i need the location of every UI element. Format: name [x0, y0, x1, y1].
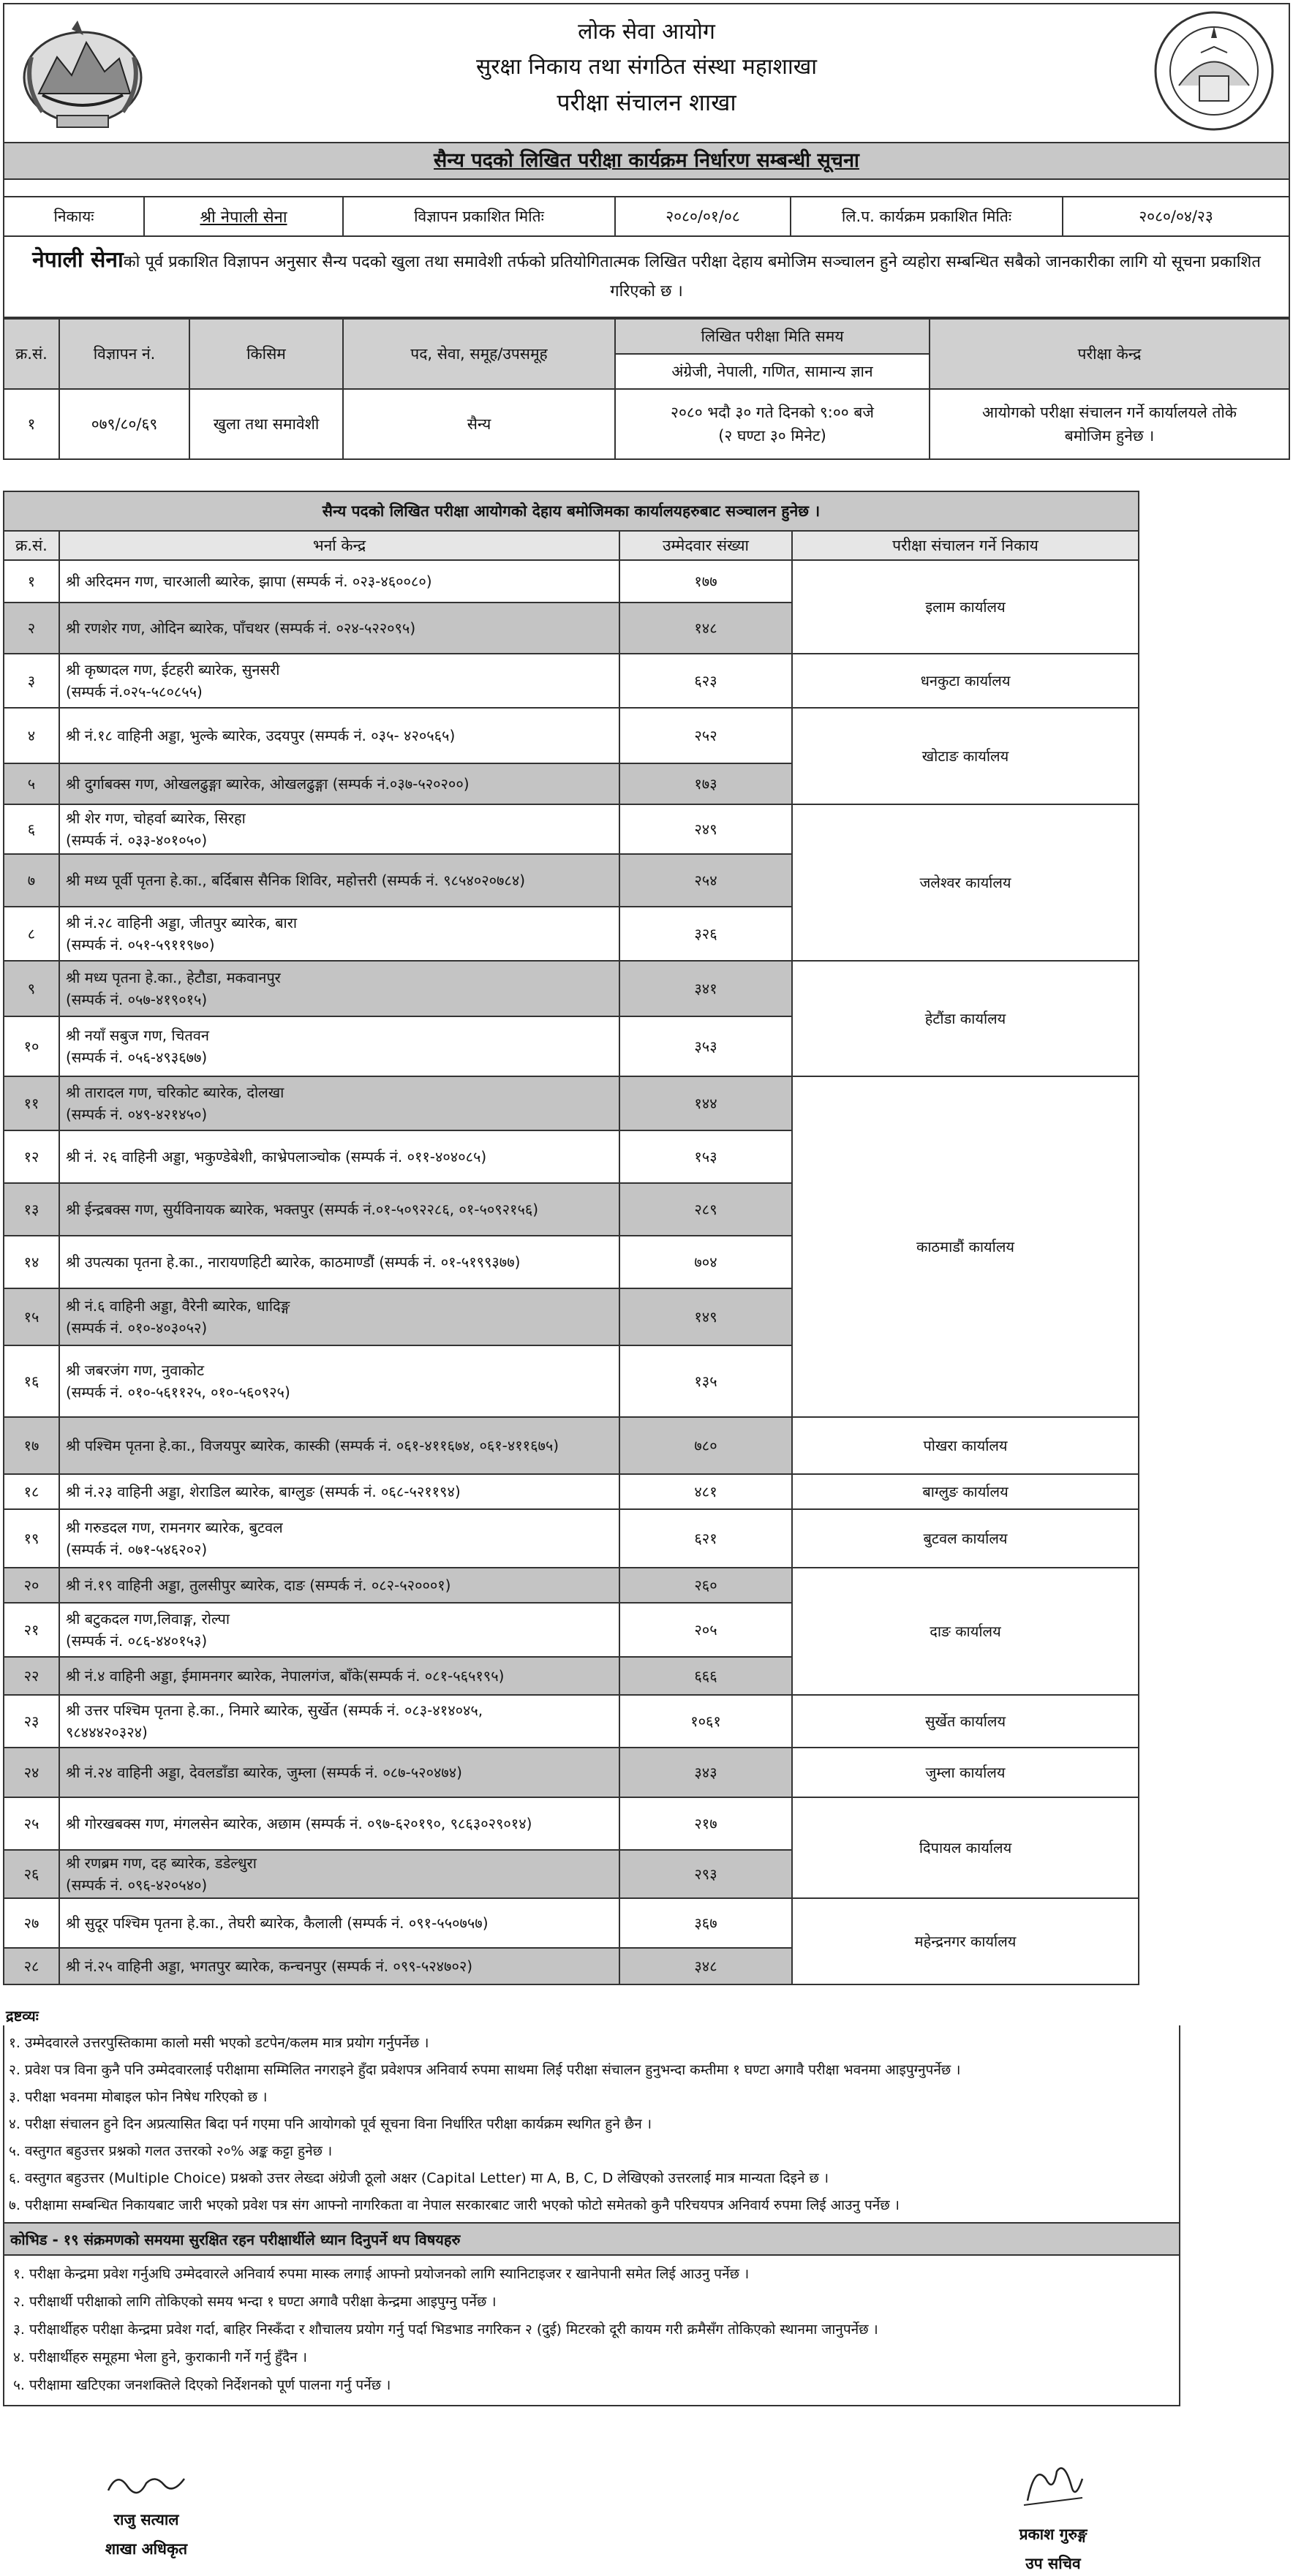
- center-name-line1: श्री नं.१८ वाहिनी अड्डा, भुल्के ब्यारेक, उदयपुर (सम्पर्क नं. ०३५- ४२०५६५): [66, 727, 456, 744]
- center-sn: १७: [4, 1417, 59, 1474]
- center-name-line1: श्री नं.१९ वाहिनी अड्डा, तुलसीपुर ब्यारेक, दाङ (सम्पर्क नं. ०८२-५२०००१): [66, 1576, 451, 1594]
- center-name-line2: (सम्पर्क नं. ०५७-४१९०१५): [66, 991, 208, 1008]
- exam-office: हेटौंडा कार्यालय: [792, 961, 1139, 1076]
- exam-center: [930, 389, 1289, 459]
- col-center-name: भर्ना केन्द्र: [59, 531, 619, 560]
- exam-row: [4, 389, 1289, 459]
- candidate-count: २१७: [619, 1797, 792, 1850]
- center-name-line1: श्री नं.६ वाहिनी अड्डा, वैरेनी ब्यारेक, धादिङ्ग: [66, 1297, 290, 1315]
- center-sn: १२: [4, 1130, 59, 1183]
- exam-office: बाग्लुङ कार्यालय: [792, 1474, 1139, 1509]
- center-row: [4, 1509, 1139, 1568]
- center-sn: २४: [4, 1748, 59, 1797]
- header-section: परीक्षा संचालन शाखा: [557, 88, 736, 116]
- candidate-count: २५४: [619, 854, 792, 907]
- covid-item: ३. परीक्षार्थीहरु परीक्षा केन्द्रमा प्रवेश गर्दा, बाहिर निस्कँदा र शौचालय प्रयोग गर्नु पर्दा भिडभाड नगरिकन २ (दुई) मिटरको दूरी कायम गरी क्रमैसँग तोकिएको स्थानमा जानुपर्नेछ ।: [13, 2322, 878, 2338]
- note-item: ६. वस्तुगत बहुउत्तर (Multiple Choice) प्रश्नको उत्तर लेख्दा अंग्रेजी ठूलो अक्षर (Capital Letter) मा A, B, C, D लेखिएको उत्तरलाई मात्र मान्यता दिइने छ ।: [9, 2170, 829, 2186]
- center-sn: १५: [4, 1288, 59, 1345]
- center-row: [4, 1417, 1139, 1474]
- center-name: [59, 1417, 619, 1474]
- center-sn: ८: [4, 907, 59, 961]
- ad-date-value: २०८०/०१/०८: [615, 197, 791, 236]
- center-row: [4, 1695, 1139, 1748]
- center-row: [4, 1898, 1139, 1948]
- center-name-line2: (सम्पर्क नं.०२५-५८०८५५): [66, 683, 203, 700]
- note-item: १. उम्मेदवारले उत्तरपुस्तिकामा कालो मसी भएको डटपेन/कलम मात्र प्रयोग गर्नुपर्नेछ ।: [9, 2035, 429, 2051]
- center-name-line1: श्री नं.२८ वाहिनी अड्डा, जीतपुर ब्यारेक, बारा: [66, 914, 298, 932]
- center-name: [59, 1509, 619, 1568]
- center-name-line1: श्री नयाँ सबुज गण, चितवन: [66, 1027, 210, 1044]
- center-name: [59, 1236, 619, 1288]
- center-name-line1: श्री नं.४ वाहिनी अड्डा, ईमामनगर ब्यारेक, नेपालगंज, बाँके(सम्पर्क नं. ०८१-५६५१९५): [66, 1667, 505, 1685]
- center-name: [59, 1748, 619, 1797]
- exam-office: पोखरा कार्यालय: [792, 1417, 1139, 1474]
- candidate-count: १५३: [619, 1130, 792, 1183]
- candidate-count: ६२१: [619, 1509, 792, 1568]
- center-name-line1: श्री नं.२४ वाहिनी अड्डा, देवलडाँडा ब्यारेक, जुम्ला (सम्पर्क नं. ०८७-५२०४७४): [66, 1764, 462, 1781]
- notice-bold-org: नेपाली सेना: [32, 247, 124, 273]
- center-name: [59, 907, 619, 961]
- exam-office: बुटवल कार्यालय: [792, 1509, 1139, 1568]
- col-sn: क्र.सं.: [4, 319, 59, 389]
- candidate-count: १३५: [619, 1345, 792, 1417]
- candidate-count: ३४८: [619, 1948, 792, 1984]
- center-sn: ५: [4, 763, 59, 804]
- exam-office: दिपायल कार्यालय: [792, 1797, 1139, 1898]
- note-item: ४. परीक्षा संचालन हुने दिन अप्रत्यासित बिदा पर्न गएमा पनि आयोगको पूर्व सूचना विना निर्धारित परीक्षा कार्यक्रम स्थगित हुने छैन ।: [9, 2116, 652, 2132]
- right-signer-name: प्रकाश गुरुङ्ग: [1019, 2526, 1087, 2543]
- center-row: [4, 1797, 1139, 1850]
- exam-center-line2: बमोजिम हुनेछ ।: [1064, 427, 1155, 445]
- center-sn: ११: [4, 1076, 59, 1130]
- exam-date-time: [615, 389, 930, 459]
- center-name-line1: श्री उपत्यका पृतना हे.का., नारायणहिटी ब्यारेक, काठमाण्डौं (सम्पर्क नं. ०१-५१९९३७७): [66, 1253, 521, 1271]
- center-name: [59, 1657, 619, 1695]
- col-ad-no: विज्ञापन नं.: [59, 319, 189, 389]
- center-name-line1: श्री कृष्णदल गण, ईटहरी ब्यारेक, सुनसरी: [66, 661, 280, 679]
- center-name-line1: श्री बटुकदल गण,लिवाङ्ग, रोल्पा: [66, 1610, 230, 1628]
- candidate-count: ३२६: [619, 907, 792, 961]
- candidate-count: ६२३: [619, 654, 792, 708]
- candidate-count: १४८: [619, 603, 792, 654]
- center-name-line2: (सम्पर्क नं. ०७१-५४६२०२): [66, 1541, 208, 1558]
- candidate-count: १४९: [619, 1288, 792, 1345]
- center-name: [59, 1898, 619, 1948]
- center-row: [4, 804, 1139, 854]
- note-item: २. प्रवेश पत्र विना कुनै पनि उम्मेदवारलाई परीक्षामा सम्मिलित नगराइने हुँदा प्रवेशपत्र अनिवार्य रुपमा साथमा लिई परीक्षा संचालन हुनुभन्दा कम्तीमा १ घण्टा अगावै परीक्षा भवनमा आइपुग्नुपर्नेछ ।: [9, 2062, 961, 2078]
- center-name-line1: श्री रणशेर गण, ओदिन ब्यारेक, पाँचथर (सम्पर्क नं. ०२४-५२२०९५): [66, 619, 416, 637]
- exam-office: महेन्द्रनगर कार्यालय: [792, 1898, 1139, 1984]
- notes-heading: द्रष्टव्यः: [6, 2007, 39, 2025]
- covid-item: १. परीक्षा केन्द्रमा प्रवेश गर्नुअघि उम्मेदवारले अनिवार्य रुपमा मास्क लगाई आफ्नो प्रयोजनको लागि स्यानिटाइजर र खानेपानी समेत लिई आउनु पर्नेछ ।: [13, 2266, 750, 2282]
- center-name-line1: श्री पश्चिम पृतना हे.का., विजयपुर ब्यारेक, कास्की (सम्पर्क नं. ०६१-४११६७४, ०६१-४११६७५): [66, 1437, 559, 1454]
- center-sn: १: [4, 560, 59, 603]
- exam-type: खुला तथा समावेशी: [189, 389, 343, 459]
- center-sn: ३: [4, 654, 59, 708]
- center-name-line1: श्री सुदूर पश्चिम पृतना हे.का., तेघरी ब्यारेक, कैलाली (सम्पर्क नं. ०९१-५५०७५७): [66, 1914, 489, 1932]
- center-name-line1: श्री तारादल गण, चरिकोट ब्यारेक, दोलखा: [66, 1084, 284, 1101]
- notice-text: को पूर्व प्रकाशित विज्ञापन अनुसार सैन्य पदको खुला तथा समावेशी तर्फको प्रतियोगितात्मक लिखित परीक्षा देहाय बमोजिम सञ्चालन हुने व्यहोरा सम्बन्धित सबैको जानकारीका लागि यो सूचना प्रकाशित गरिएको छ ।: [123, 253, 1261, 301]
- left-signer-name: राजु सत्याल: [113, 2511, 179, 2528]
- candidate-count: ३४१: [619, 961, 792, 1016]
- center-sn: १०: [4, 1016, 59, 1076]
- left-signature-block: [80, 2464, 212, 2564]
- org-label: निकायः: [4, 197, 144, 236]
- center-name-line2: ९८४४४२०३२४): [66, 1723, 148, 1741]
- exam-office: सुर्खेत कार्यालय: [792, 1695, 1139, 1748]
- covid-heading: कोभिड - १९ संक्रमणको समयमा सुरक्षित रहन परीक्षार्थीले ध्यान दिनुपर्ने थप विषयहरु: [4, 2224, 1179, 2256]
- center-name-line1: श्री गरुडदल गण, रामनगर ब्यारेक, बुटवल: [66, 1519, 283, 1536]
- col-post: पद, सेवा, समूह/उपसमूह: [343, 319, 615, 389]
- note-item: ७. परीक्षामा सम्बन्धित निकायबाट जारी भएको प्रवेश पत्र संग आफ्नो नागरिकता वा नेपाल सरकारबाट जारी भएको फोटो समेतको कुनै परिचयपत्र अनिवार्य रुपमा लिई आउनु पर्नेछ ।: [9, 2197, 900, 2213]
- exam-date-line2: (२ घण्टा ३० मिनेट): [718, 427, 826, 445]
- center-name: [59, 1130, 619, 1183]
- col-center: परीक्षा केन्द्र: [930, 319, 1289, 389]
- center-name-line1: श्री मध्य पृतना हे.का., हेटौडा, मकवानपुर: [66, 969, 281, 986]
- center-name-line2: (सम्पर्क नं. ०४९-४२१४५०): [66, 1106, 208, 1123]
- center-sn: २५: [4, 1797, 59, 1850]
- center-name: [59, 763, 619, 804]
- candidate-count: २४९: [619, 804, 792, 854]
- left-signature-mark: [102, 2464, 190, 2501]
- center-name: [59, 1603, 619, 1657]
- exam-office: जुम्ला कार्यालय: [792, 1748, 1139, 1797]
- center-sn: २७: [4, 1898, 59, 1948]
- covid-item: २. परीक्षार्थी परीक्षाको लागि तोकिएको समय भन्दा १ घण्टा अगावै परीक्षा केन्द्रमा आइपुग्नु पर्नेछ ।: [13, 2294, 497, 2310]
- right-signature-block: [980, 2457, 1126, 2576]
- exam-date-line1: २०८० भदौ ३० गते दिनको ९:०० बजे: [671, 404, 874, 421]
- center-name-line2: (सम्पर्क नं. ०१०-४०३०५२): [66, 1319, 208, 1337]
- exam-office: काठमाडौं कार्यालय: [792, 1076, 1139, 1417]
- center-name: [59, 1695, 619, 1748]
- exam-centers-table: [3, 491, 1139, 1985]
- notes-list: [3, 2025, 1180, 2224]
- center-name-line2: (सम्पर्क नं. ०३३-४०१०५०): [66, 831, 208, 849]
- center-name-line2: (सम्पर्क नं. ०५१-५९११९७०): [66, 936, 215, 953]
- center-row: [4, 1474, 1139, 1509]
- center-name-line2: (सम्पर्क नं. ०८६-४४०१५३): [66, 1632, 208, 1650]
- candidate-count: २६०: [619, 1568, 792, 1603]
- center-name: [59, 654, 619, 708]
- covid-item: ५. परीक्षामा खटिएका जनशक्तिले दिएको निर्देशनको पूर्ण पालना गर्नु पर्नेछ ।: [13, 2377, 391, 2393]
- col-center-sn: क्र.सं.: [4, 531, 59, 560]
- exam-schedule-table: [3, 318, 1290, 460]
- covid-box: [3, 2224, 1180, 2406]
- header-org-name: लोक सेवा आयोग: [578, 19, 715, 45]
- candidate-count: ६६६: [619, 1657, 792, 1695]
- center-sn: ४: [4, 708, 59, 763]
- left-signer-title: शाखा अधिकृत: [105, 2540, 188, 2558]
- center-row: [4, 1748, 1139, 1797]
- right-signature-mark: [1013, 2457, 1093, 2515]
- center-sn: २३: [4, 1695, 59, 1748]
- right-signer-title: उप सचिव: [1025, 2555, 1081, 2572]
- center-sn: २६: [4, 1850, 59, 1898]
- center-sn: ६: [4, 804, 59, 854]
- covid-item: ४. परीक्षार्थीहरु समूहमा भेला हुने, कुराकानी गर्ने गर्नु हुँदैन ।: [13, 2349, 307, 2365]
- center-name: [59, 603, 619, 654]
- center-name-line1: श्री अरिदमन गण, चारआली ब्यारेक, झापा (सम्पर्क नं. ०२३-४६००८०): [66, 573, 432, 590]
- center-name: [59, 1076, 619, 1130]
- center-name: [59, 708, 619, 763]
- info-table: [3, 196, 1290, 237]
- center-sn: १३: [4, 1183, 59, 1236]
- center-sn: २२: [4, 1657, 59, 1695]
- program-date-value: २०८०/०४/२३: [1063, 197, 1289, 236]
- exam-post: सैन्य: [343, 389, 615, 459]
- center-name-line1: श्री उत्तर पश्चिम पृतना हे.का., निमारे ब्यारेक, सुर्खेत (सम्पर्क नं. ०८३-४१४०४५,: [66, 1701, 483, 1719]
- exam-office: खोटाङ कार्यालय: [792, 708, 1139, 804]
- candidate-count: १७३: [619, 763, 792, 804]
- center-name: [59, 1345, 619, 1417]
- note-item: ३. परीक्षा भवनमा मोबाइल फोन निषेध गरिएको छ ।: [9, 2089, 268, 2105]
- center-name: [59, 854, 619, 907]
- center-name: [59, 1288, 619, 1345]
- candidate-count: ४८१: [619, 1474, 792, 1509]
- center-sn: २८: [4, 1948, 59, 1984]
- candidate-count: ७८०: [619, 1417, 792, 1474]
- center-name-line1: श्री नं. २६ वाहिनी अड्डा, भकुण्डेबेशी, काभ्रेपलाञ्चोक (सम्पर्क नं. ०११-४०४०८५): [66, 1148, 487, 1166]
- notice-paragraph: [3, 237, 1290, 318]
- exam-center-line1: आयोगको परीक्षा संचालन गर्ने कार्यालयले तोके: [981, 404, 1237, 421]
- candidate-count: १७७: [619, 560, 792, 603]
- center-name-line2: (सम्पर्क नं. ०९६-४२०५४०): [66, 1876, 208, 1894]
- center-row: [4, 1568, 1139, 1603]
- org-value: श्री नेपाली सेना: [144, 197, 343, 236]
- center-name-line2: (सम्पर्क नं. ०५६-४९३६७७): [66, 1049, 208, 1066]
- program-date-label: लि.प. कार्यक्रम प्रकाशित मितिः: [791, 197, 1063, 236]
- center-name: [59, 1183, 619, 1236]
- center-name: [59, 961, 619, 1016]
- candidate-count: २०५: [619, 1603, 792, 1657]
- center-name: [59, 804, 619, 854]
- center-sn: २०: [4, 1568, 59, 1603]
- candidate-count: ३६७: [619, 1898, 792, 1948]
- notice-title: सैन्य पदको लिखित परीक्षा कार्यक्रम निर्धारण सम्बन्धी सूचना: [3, 142, 1290, 180]
- center-sn: २: [4, 603, 59, 654]
- col-type: किसिम: [189, 319, 343, 389]
- center-row: [4, 961, 1139, 1016]
- center-name-line2: (सम्पर्क नं. ०१०-५६११२५, ०१०-५६०९२५): [66, 1383, 290, 1401]
- center-name: [59, 1474, 619, 1509]
- center-name-line1: श्री गोरखबक्स गण, मंगलसेन ब्यारेक, अछाम (सम्पर्क नं. ०९७-६२०१९०, ९८६३०२९०१४): [66, 1815, 532, 1832]
- centers-body: [4, 560, 1139, 1984]
- center-sn: १६: [4, 1345, 59, 1417]
- center-row: [4, 708, 1139, 763]
- center-name-line1: श्री नं.२५ वाहिनी अड्डा, भगतपुर ब्यारेक, कन्चनपुर (सम्पर्क नं. ०९९-५२४७०२): [66, 1957, 473, 1975]
- center-sn: ७: [4, 854, 59, 907]
- center-name-line1: श्री जबरजंग गण, नुवाकोट: [66, 1361, 205, 1379]
- center-name: [59, 1850, 619, 1898]
- center-name-line1: श्री नं.२३ वाहिनी अड्डा, शेराडिल ब्यारेक, बाग्लुङ (सम्पर्क नं. ०६८-५२११९४): [66, 1483, 461, 1500]
- note-item: ५. वस्तुगत बहुउत्तर प्रश्नको गलत उत्तरको २०% अङ्क कट्टा हुनेछ ।: [9, 2143, 333, 2159]
- document-header: [3, 3, 1290, 142]
- exam-sn: १: [4, 389, 59, 459]
- col-office: परीक्षा संचालन गर्ने निकाय: [792, 531, 1139, 560]
- center-sn: १४: [4, 1236, 59, 1288]
- exam-office: इलाम कार्यालय: [792, 560, 1139, 654]
- exam-office: धनकुटा कार्यालय: [792, 654, 1139, 708]
- center-row: [4, 654, 1139, 708]
- center-name: [59, 1948, 619, 1984]
- notice-document: [3, 3, 1290, 2406]
- center-name-line1: श्री शेर गण, चोहर्वा ब्यारेक, सिरहा: [66, 809, 246, 827]
- candidate-count: २९३: [619, 1850, 792, 1898]
- center-row: [4, 560, 1139, 603]
- ad-date-label: विज्ञापन प्रकाशित मितिः: [343, 197, 615, 236]
- candidate-count: ७०४: [619, 1236, 792, 1288]
- candidate-count: २५२: [619, 708, 792, 763]
- header-division: सुरक्षा निकाय तथा संगठित संस्था महाशाखा: [475, 54, 818, 80]
- center-name: [59, 560, 619, 603]
- center-sn: ९: [4, 961, 59, 1016]
- col-date-time: लिखित परीक्षा मिति समय: [615, 319, 930, 354]
- center-sn: १८: [4, 1474, 59, 1509]
- center-name: [59, 1797, 619, 1850]
- candidate-count: ३४३: [619, 1748, 792, 1797]
- center-sn: २१: [4, 1603, 59, 1657]
- exam-office: दाङ कार्यालय: [792, 1568, 1139, 1695]
- center-name: [59, 1568, 619, 1603]
- center-name-line1: श्री ईन्द्रबक्स गण, सुर्यविनायक ब्यारेक, भक्तपुर (सम्पर्क नं.०१-५०९२२८६, ०१-५०९२१५६): [66, 1201, 539, 1218]
- candidate-count: ३५३: [619, 1016, 792, 1076]
- center-name: [59, 1016, 619, 1076]
- col-subjects: अंग्रेजी, नेपाली, गणित, सामान्य ज्ञान: [615, 354, 930, 389]
- center-sn: १९: [4, 1509, 59, 1568]
- candidate-count: १४४: [619, 1076, 792, 1130]
- candidate-count: २८९: [619, 1183, 792, 1236]
- center-row: [4, 1076, 1139, 1130]
- center-name-line1: श्री रणब्रम गण, दह ब्यारेक, डडेल्धुरा: [66, 1854, 257, 1872]
- center-name-line1: श्री दुर्गाबक्स गण, ओखलढुङ्गा ब्यारेक, ओखलढुङ्गा (सम्पर्क नं.०३७-५२०२००): [66, 775, 470, 793]
- candidate-count: १०६१: [619, 1695, 792, 1748]
- exam-office: जलेश्वर कार्यालय: [792, 804, 1139, 961]
- centers-caption: सैन्य पदको लिखित परीक्षा आयोगको देहाय बमोजिमका कार्यालयहरुबाट सञ्चालन हुनेछ ।: [4, 491, 1139, 531]
- exam-ad-no: ०७९/८०/६९: [59, 389, 189, 459]
- col-candidate-count: उम्मेदवार संख्या: [619, 531, 792, 560]
- center-name-line1: श्री मध्य पूर्वी पृतना हे.का., बर्दिबास सैनिक शिविर, महोत्तरी (सम्पर्क नं. ९८५४०२०७८४): [66, 872, 526, 889]
